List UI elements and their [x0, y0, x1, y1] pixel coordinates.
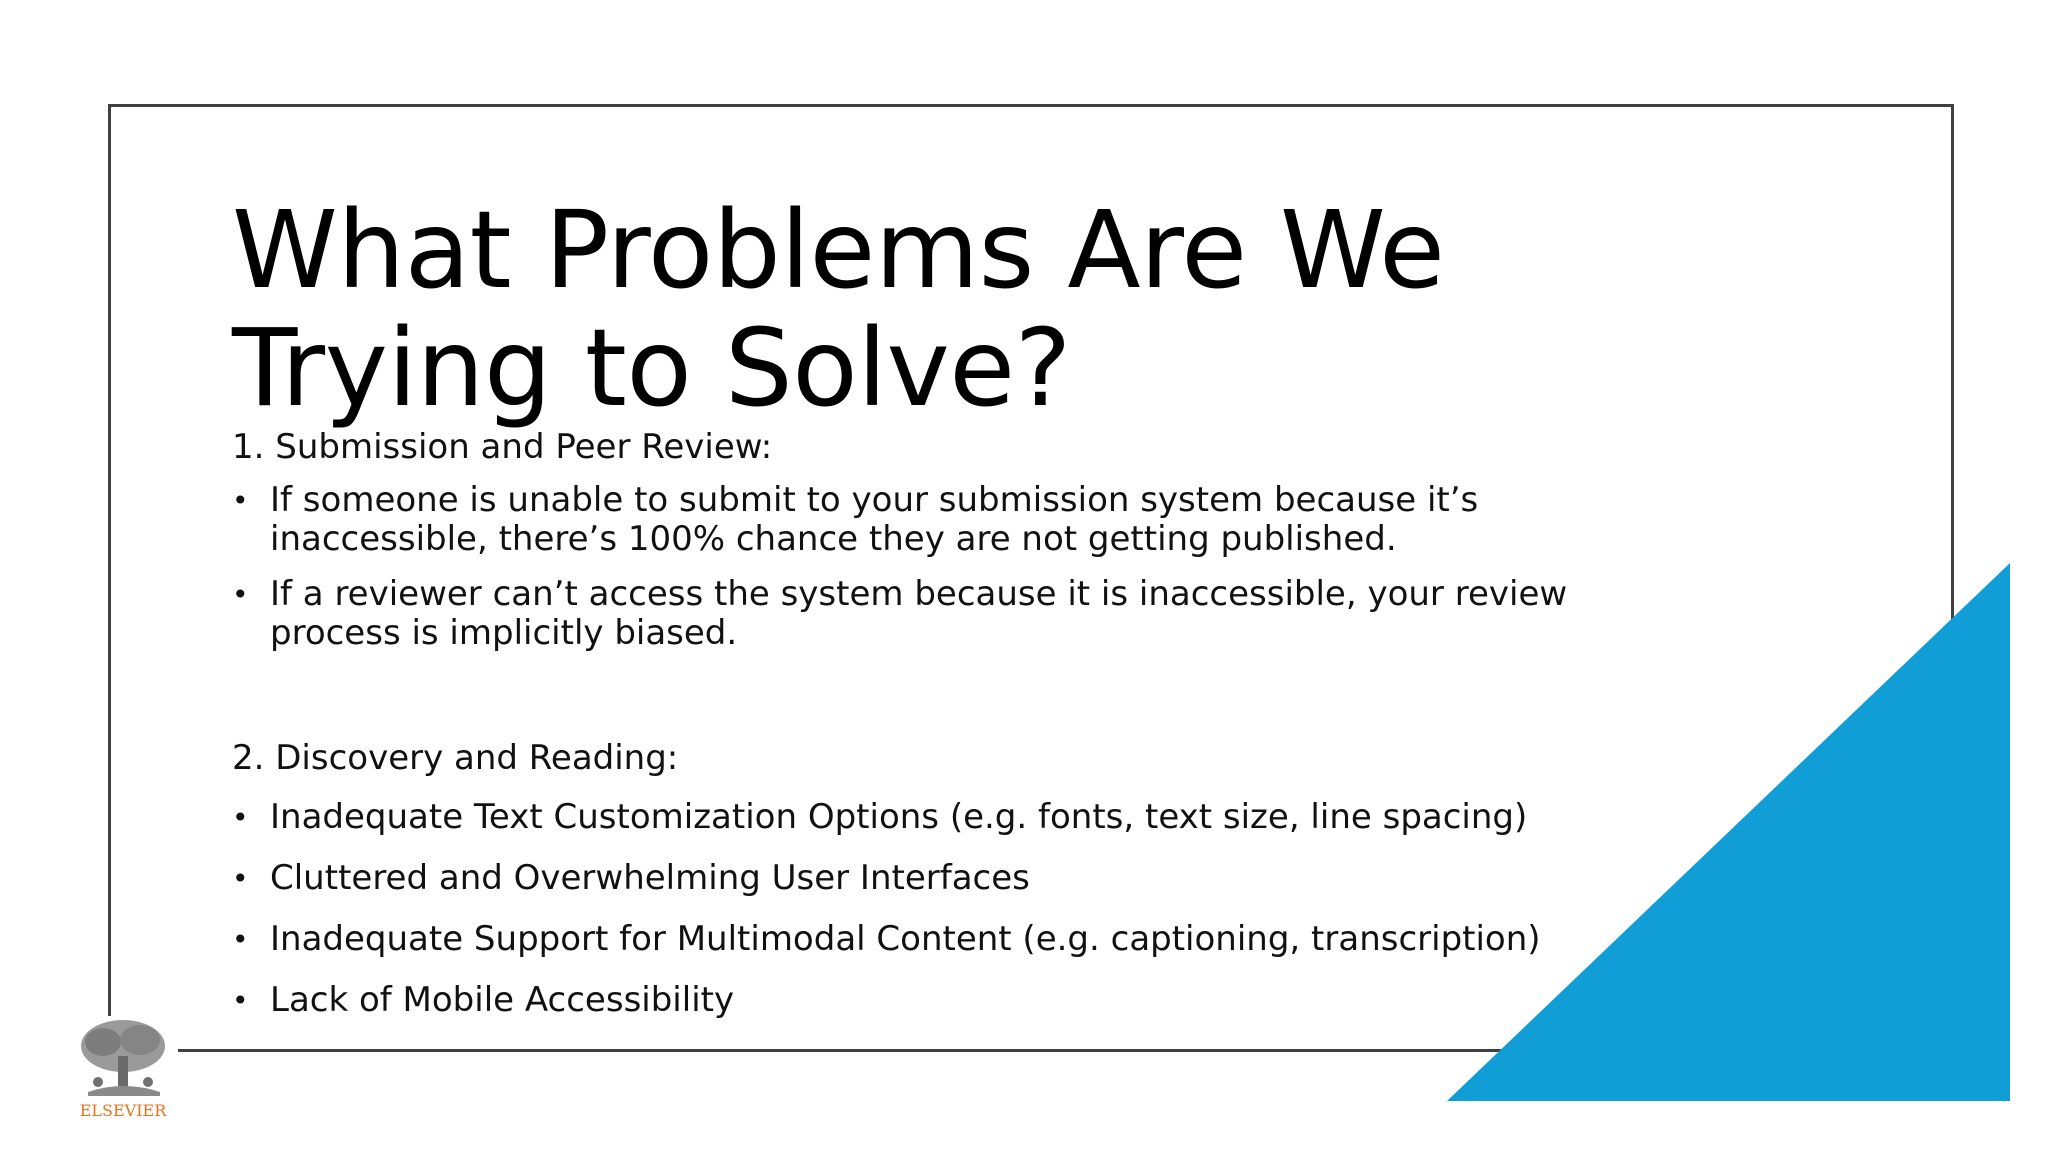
- bullet-list: [232, 798, 1612, 1020]
- section-heading: 1. Submission and Peer Review:: [232, 427, 773, 467]
- list-item: [232, 920, 1612, 959]
- bullet-icon: •: [232, 862, 249, 895]
- bullet-icon: •: [232, 984, 249, 1017]
- bullet-icon: •: [232, 578, 249, 611]
- slide-title: What Problems Are We Trying to Solve?: [232, 189, 1445, 431]
- bullet-text: Inadequate Text Customization Options (e.g. fonts, text size, line spacing): [270, 797, 1528, 837]
- elsevier-logo: [68, 1016, 178, 1126]
- section-submission: [232, 428, 1612, 653]
- bullet-text: Cluttered and Overwhelming User Interfaces: [270, 858, 1030, 898]
- slide-content: [232, 428, 1612, 1042]
- list-item: [232, 981, 1612, 1020]
- tree-icon: [68, 1016, 178, 1100]
- section-discovery: [232, 739, 1612, 1020]
- bullet-icon: •: [232, 801, 249, 834]
- list-item: [232, 575, 1612, 653]
- bullet-icon: •: [232, 923, 249, 956]
- list-item: [232, 859, 1612, 898]
- bullet-text: If a reviewer can’t access the system because it is inaccessible, your review process is implicitly biased.: [270, 574, 1568, 653]
- bullet-text: Lack of Mobile Accessibility: [270, 980, 735, 1020]
- bullet-icon: •: [232, 484, 249, 517]
- bullet-text: Inadequate Support for Multimodal Content (e.g. captioning, transcription): [270, 919, 1541, 959]
- logo-wordmark: ELSEVIER: [79, 1101, 167, 1120]
- list-item: [232, 798, 1612, 837]
- list-item: [232, 481, 1612, 559]
- section-heading: 2. Discovery and Reading:: [232, 738, 679, 778]
- bullet-list: [232, 481, 1612, 653]
- bullet-text: If someone is unable to submit to your submission system because it’s inaccessible, there’s 100% chance they are not getting published.: [270, 480, 1479, 559]
